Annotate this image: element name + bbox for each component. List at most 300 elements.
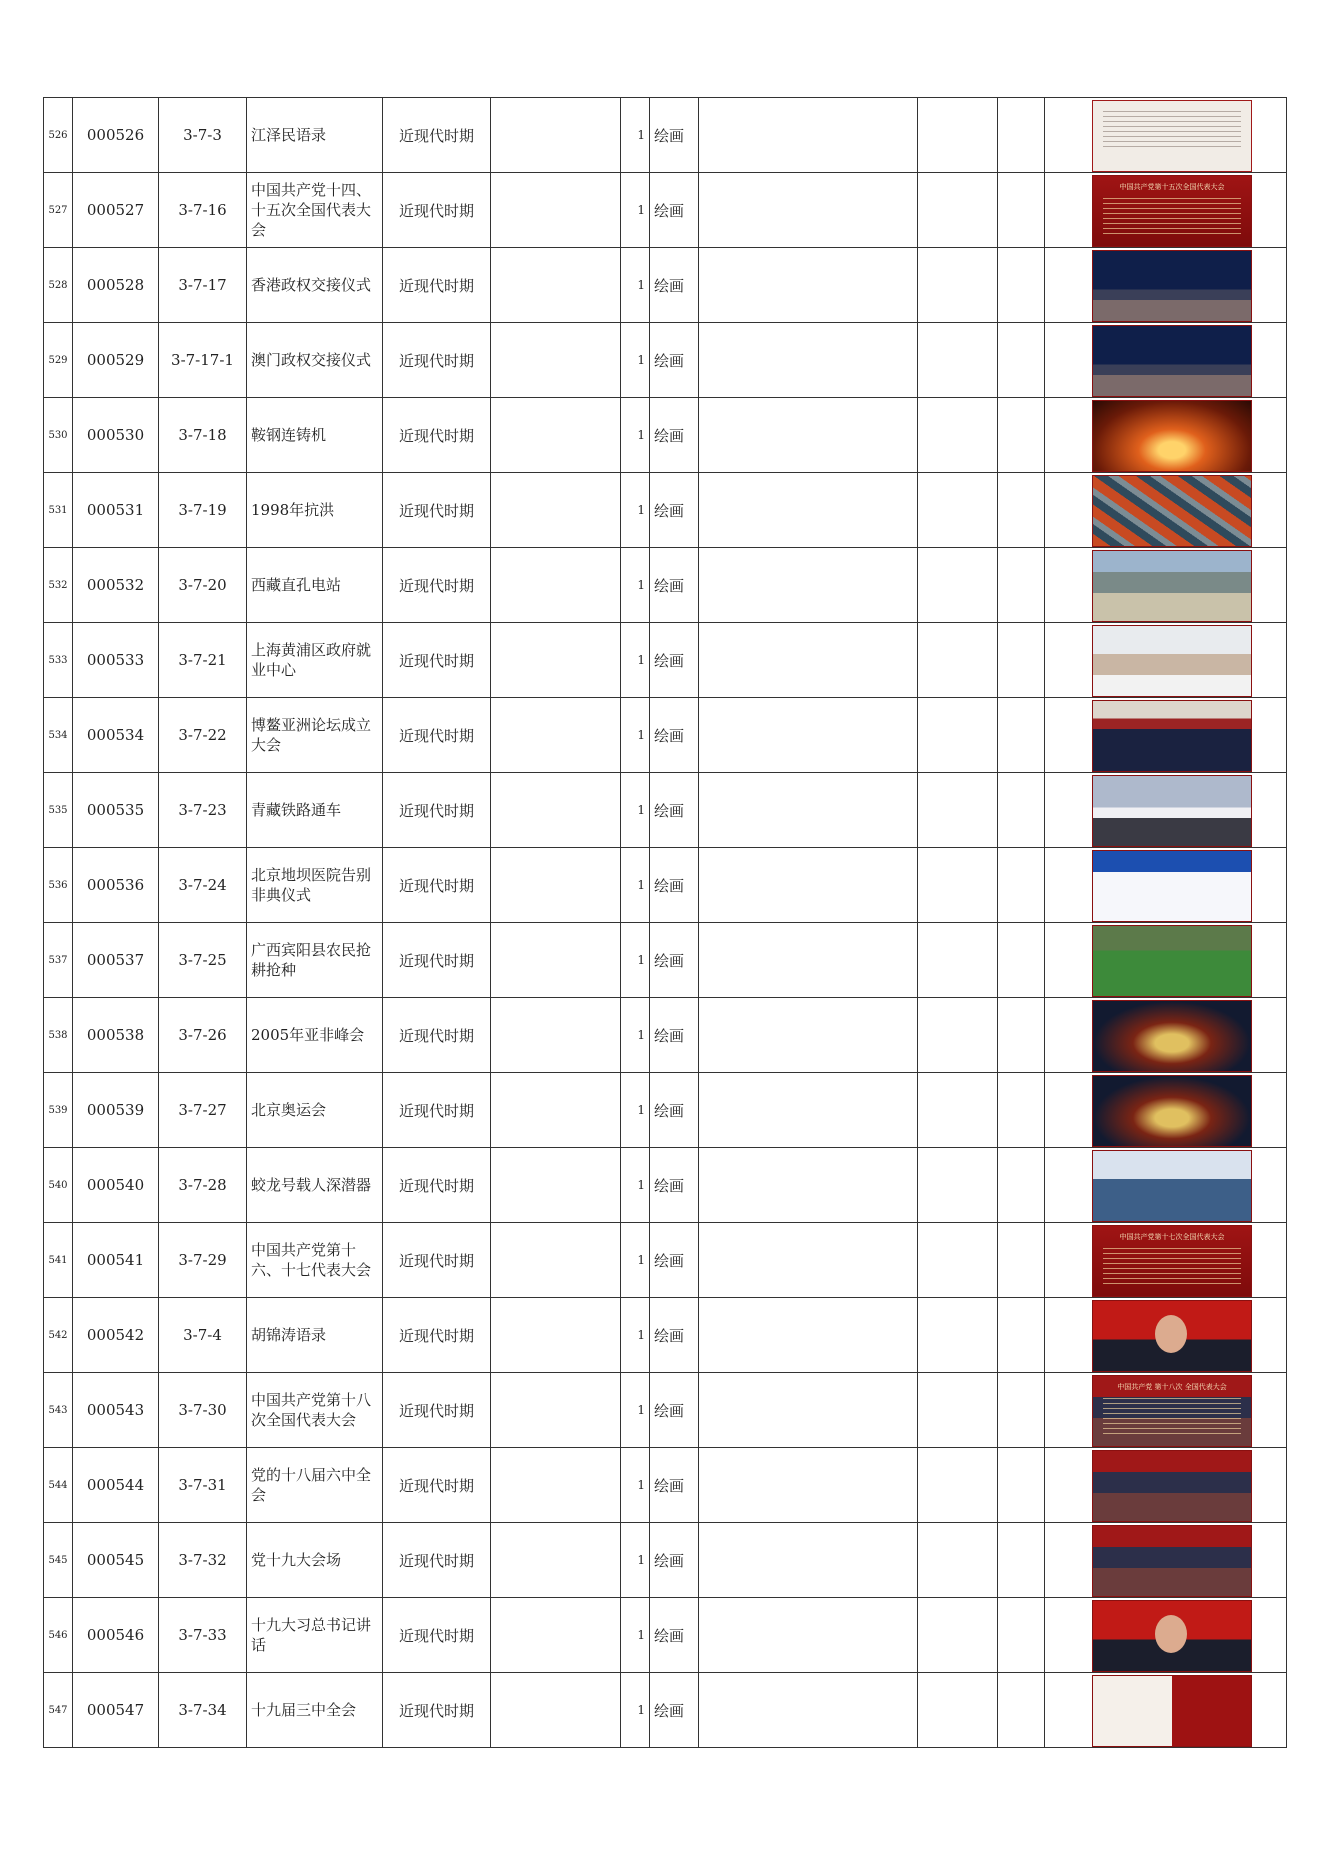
blank-cell (699, 848, 918, 923)
artwork-thumbnail (1092, 1675, 1252, 1747)
blank-cell (998, 1073, 1045, 1148)
row-category: 绘画 (650, 998, 699, 1073)
blank-cell (918, 1223, 998, 1298)
row-code: 3-7-25 (159, 923, 247, 998)
image-cell (1045, 173, 1287, 248)
row-id: 000528 (73, 248, 159, 323)
row-seq: 544 (44, 1448, 73, 1523)
blank-cell (998, 848, 1045, 923)
blank-cell (918, 398, 998, 473)
blank-cell (918, 698, 998, 773)
artwork-thumbnail (1092, 550, 1252, 622)
caption-text-lines (1103, 1248, 1241, 1288)
row-id: 000545 (73, 1523, 159, 1598)
blank-cell (699, 1073, 918, 1148)
blank-cell (491, 1448, 621, 1523)
blank-cell (491, 1673, 621, 1748)
row-code: 3-7-23 (159, 773, 247, 848)
row-name: 党的十八届六中全会 (247, 1448, 383, 1523)
blank-cell (998, 173, 1045, 248)
row-category: 绘画 (650, 173, 699, 248)
row-period: 近现代时期 (383, 1673, 491, 1748)
row-period: 近现代时期 (383, 98, 491, 173)
artwork-thumbnail (1092, 325, 1252, 397)
row-category: 绘画 (650, 548, 699, 623)
blank-cell (998, 248, 1045, 323)
table-row (44, 923, 1287, 998)
row-seq: 543 (44, 1373, 73, 1448)
blank-cell (918, 1298, 998, 1373)
image-cell (1045, 1223, 1287, 1298)
image-cell (1045, 248, 1287, 323)
blank-cell (491, 548, 621, 623)
row-qty: 1 (621, 1448, 650, 1523)
blank-cell (699, 248, 918, 323)
blank-cell (699, 1223, 918, 1298)
blank-cell (998, 1523, 1045, 1598)
thumbnail-caption: 中国共产党第十五次全国代表大会 (1119, 183, 1225, 191)
row-period: 近现代时期 (383, 1298, 491, 1373)
row-seq: 539 (44, 1073, 73, 1148)
row-category: 绘画 (650, 473, 699, 548)
table-row (44, 773, 1287, 848)
blank-cell (998, 698, 1045, 773)
row-id: 000532 (73, 548, 159, 623)
row-name: 北京奥运会 (247, 1073, 383, 1148)
row-id: 000544 (73, 1448, 159, 1523)
blank-cell (699, 323, 918, 398)
row-seq: 526 (44, 98, 73, 173)
blank-cell (491, 398, 621, 473)
caption-text-lines (1103, 1398, 1241, 1438)
row-id: 000542 (73, 1298, 159, 1373)
row-seq: 530 (44, 398, 73, 473)
table-row (44, 848, 1287, 923)
row-id: 000538 (73, 998, 159, 1073)
artwork-thumbnail (1092, 1300, 1252, 1372)
artwork-thumbnail (1092, 1375, 1252, 1447)
blank-cell (699, 998, 918, 1073)
artwork-thumbnail (1092, 1150, 1252, 1222)
blank-cell (491, 323, 621, 398)
row-id: 000537 (73, 923, 159, 998)
blank-cell (998, 923, 1045, 998)
row-qty: 1 (621, 1373, 650, 1448)
row-category: 绘画 (650, 773, 699, 848)
blank-cell (998, 1598, 1045, 1673)
row-period: 近现代时期 (383, 773, 491, 848)
row-id: 000533 (73, 623, 159, 698)
thumbnail-caption: 中国共产党 第十八次 全国代表大会 (1117, 1383, 1227, 1391)
table-row (44, 1223, 1287, 1298)
blank-cell (699, 1598, 918, 1673)
row-code: 3-7-26 (159, 998, 247, 1073)
blank-cell (491, 623, 621, 698)
blank-cell (918, 548, 998, 623)
image-cell (1045, 1373, 1287, 1448)
row-id: 000535 (73, 773, 159, 848)
table-row (44, 998, 1287, 1073)
portrait-face (1155, 1315, 1187, 1353)
row-period: 近现代时期 (383, 548, 491, 623)
row-seq: 529 (44, 323, 73, 398)
artwork-thumbnail (1092, 475, 1252, 547)
table-row (44, 248, 1287, 323)
row-id: 000546 (73, 1598, 159, 1673)
row-qty: 1 (621, 998, 650, 1073)
blank-cell (491, 698, 621, 773)
row-code: 3-7-20 (159, 548, 247, 623)
row-category: 绘画 (650, 848, 699, 923)
blank-cell (998, 1373, 1045, 1448)
table-row (44, 1373, 1287, 1448)
caption-text-lines (1103, 198, 1241, 238)
row-code: 3-7-3 (159, 98, 247, 173)
blank-cell (918, 98, 998, 173)
row-period: 近现代时期 (383, 1148, 491, 1223)
row-name: 江泽民语录 (247, 98, 383, 173)
blank-cell (491, 1298, 621, 1373)
row-qty: 1 (621, 398, 650, 473)
artwork-thumbnail (1092, 1525, 1252, 1597)
artwork-thumbnail (1092, 1000, 1252, 1072)
image-cell (1045, 998, 1287, 1073)
row-code: 3-7-24 (159, 848, 247, 923)
blank-cell (699, 1673, 918, 1748)
row-qty: 1 (621, 773, 650, 848)
row-qty: 1 (621, 1598, 650, 1673)
row-id: 000541 (73, 1223, 159, 1298)
row-category: 绘画 (650, 1598, 699, 1673)
row-code: 3-7-16 (159, 173, 247, 248)
row-id: 000526 (73, 98, 159, 173)
blank-cell (918, 473, 998, 548)
blank-cell (699, 1148, 918, 1223)
blank-cell (918, 1373, 998, 1448)
blank-cell (918, 323, 998, 398)
row-qty: 1 (621, 1073, 650, 1148)
image-cell (1045, 923, 1287, 998)
row-category: 绘画 (650, 623, 699, 698)
image-cell (1045, 773, 1287, 848)
row-period: 近现代时期 (383, 1073, 491, 1148)
row-name: 2005年亚非峰会 (247, 998, 383, 1073)
row-category: 绘画 (650, 98, 699, 173)
table-row (44, 473, 1287, 548)
artwork-thumbnail (1092, 1225, 1252, 1297)
row-category: 绘画 (650, 1148, 699, 1223)
row-qty: 1 (621, 548, 650, 623)
image-cell (1045, 1298, 1287, 1373)
image-cell (1045, 1598, 1287, 1673)
row-period: 近现代时期 (383, 248, 491, 323)
table-row (44, 1523, 1287, 1598)
table-row (44, 1673, 1287, 1748)
blank-cell (491, 473, 621, 548)
blank-cell (699, 398, 918, 473)
row-id: 000543 (73, 1373, 159, 1448)
blank-cell (918, 773, 998, 848)
blank-cell (918, 1673, 998, 1748)
blank-cell (491, 98, 621, 173)
row-seq: 541 (44, 1223, 73, 1298)
artwork-thumbnail (1092, 625, 1252, 697)
blank-cell (998, 98, 1045, 173)
row-id: 000536 (73, 848, 159, 923)
row-id: 000530 (73, 398, 159, 473)
blank-cell (918, 1148, 998, 1223)
row-name: 广西宾阳县农民抢耕抢种 (247, 923, 383, 998)
row-code: 3-7-18 (159, 398, 247, 473)
image-cell (1045, 623, 1287, 698)
artwork-thumbnail (1092, 925, 1252, 997)
image-cell (1045, 1448, 1287, 1523)
row-category: 绘画 (650, 923, 699, 998)
table-row (44, 1148, 1287, 1223)
row-qty: 1 (621, 1298, 650, 1373)
row-category: 绘画 (650, 698, 699, 773)
table-row (44, 548, 1287, 623)
image-cell (1045, 323, 1287, 398)
row-seq: 531 (44, 473, 73, 548)
image-cell (1045, 98, 1287, 173)
thumbnail-caption: 中国共产党第十七次全国代表大会 (1119, 1233, 1225, 1241)
blank-cell (918, 1598, 998, 1673)
row-period: 近现代时期 (383, 323, 491, 398)
row-code: 3-7-28 (159, 1148, 247, 1223)
blank-cell (699, 473, 918, 548)
blank-cell (998, 1448, 1045, 1523)
row-seq: 545 (44, 1523, 73, 1598)
row-period: 近现代时期 (383, 1373, 491, 1448)
row-code: 3-7-27 (159, 1073, 247, 1148)
image-cell (1045, 398, 1287, 473)
row-seq: 534 (44, 698, 73, 773)
row-code: 3-7-22 (159, 698, 247, 773)
artwork-thumbnail (1092, 250, 1252, 322)
row-code: 3-7-17-1 (159, 323, 247, 398)
row-name: 党十九大会场 (247, 1523, 383, 1598)
blank-cell (998, 773, 1045, 848)
row-period: 近现代时期 (383, 998, 491, 1073)
row-code: 3-7-30 (159, 1373, 247, 1448)
row-name: 中国共产党第十八次全国代表大会 (247, 1373, 383, 1448)
blank-cell (699, 1298, 918, 1373)
blank-cell (998, 1223, 1045, 1298)
blank-cell (998, 323, 1045, 398)
row-category: 绘画 (650, 1298, 699, 1373)
row-code: 3-7-33 (159, 1598, 247, 1673)
row-name: 北京地坝医院告别非典仪式 (247, 848, 383, 923)
artwork-thumbnail (1092, 1450, 1252, 1522)
row-name: 鞍钢连铸机 (247, 398, 383, 473)
row-category: 绘画 (650, 1448, 699, 1523)
blank-cell (699, 98, 918, 173)
blank-cell (699, 1373, 918, 1448)
blank-cell (491, 923, 621, 998)
blank-cell (699, 548, 918, 623)
row-name: 十九届三中全会 (247, 1673, 383, 1748)
blank-cell (918, 923, 998, 998)
row-seq: 536 (44, 848, 73, 923)
blank-cell (491, 1073, 621, 1148)
row-period: 近现代时期 (383, 173, 491, 248)
row-seq: 537 (44, 923, 73, 998)
blank-cell (699, 1523, 918, 1598)
table-row (44, 398, 1287, 473)
table-row (44, 1073, 1287, 1148)
image-cell (1045, 1148, 1287, 1223)
blank-cell (491, 1148, 621, 1223)
blank-cell (998, 623, 1045, 698)
row-seq: 533 (44, 623, 73, 698)
blank-cell (491, 998, 621, 1073)
image-cell (1045, 473, 1287, 548)
table-row (44, 98, 1287, 173)
row-qty: 1 (621, 1673, 650, 1748)
blank-cell (918, 1523, 998, 1598)
blank-cell (699, 698, 918, 773)
row-name: 青藏铁路通车 (247, 773, 383, 848)
blank-cell (918, 1448, 998, 1523)
row-qty: 1 (621, 1523, 650, 1598)
row-name: 胡锦涛语录 (247, 1298, 383, 1373)
artwork-thumbnail (1092, 1075, 1252, 1147)
row-period: 近现代时期 (383, 848, 491, 923)
blank-cell (918, 248, 998, 323)
row-name: 中国共产党第十六、十七代表大会 (247, 1223, 383, 1298)
row-qty: 1 (621, 248, 650, 323)
image-cell (1045, 1523, 1287, 1598)
row-qty: 1 (621, 323, 650, 398)
row-qty: 1 (621, 473, 650, 548)
image-cell (1045, 848, 1287, 923)
document-text-lines (1103, 111, 1241, 151)
catalog-table (43, 97, 1287, 1748)
row-qty: 1 (621, 623, 650, 698)
artwork-thumbnail (1092, 775, 1252, 847)
row-category: 绘画 (650, 323, 699, 398)
row-seq: 538 (44, 998, 73, 1073)
row-qty: 1 (621, 698, 650, 773)
row-name: 澳门政权交接仪式 (247, 323, 383, 398)
row-code: 3-7-19 (159, 473, 247, 548)
row-seq: 535 (44, 773, 73, 848)
row-code: 3-7-29 (159, 1223, 247, 1298)
blank-cell (998, 1148, 1045, 1223)
blank-cell (998, 998, 1045, 1073)
artwork-thumbnail (1092, 400, 1252, 472)
row-id: 000527 (73, 173, 159, 248)
image-cell (1045, 1073, 1287, 1148)
blank-cell (699, 773, 918, 848)
blank-cell (491, 1373, 621, 1448)
row-code: 3-7-32 (159, 1523, 247, 1598)
artwork-thumbnail (1092, 700, 1252, 772)
table-row (44, 323, 1287, 398)
artwork-thumbnail (1092, 1600, 1252, 1672)
blank-cell (699, 1448, 918, 1523)
row-category: 绘画 (650, 398, 699, 473)
blank-cell (491, 773, 621, 848)
row-id: 000534 (73, 698, 159, 773)
table-row (44, 1448, 1287, 1523)
blank-cell (491, 1223, 621, 1298)
artwork-thumbnail (1092, 175, 1252, 247)
table-row (44, 623, 1287, 698)
blank-cell (491, 173, 621, 248)
row-period: 近现代时期 (383, 698, 491, 773)
row-qty: 1 (621, 173, 650, 248)
row-name: 中国共产党十四、十五次全国代表大会 (247, 173, 383, 248)
row-category: 绘画 (650, 1373, 699, 1448)
row-name: 香港政权交接仪式 (247, 248, 383, 323)
blank-cell (998, 1298, 1045, 1373)
blank-cell (918, 998, 998, 1073)
row-id: 000539 (73, 1073, 159, 1148)
row-category: 绘画 (650, 1523, 699, 1598)
artwork-thumbnail (1092, 100, 1252, 172)
blank-cell (918, 848, 998, 923)
row-period: 近现代时期 (383, 1223, 491, 1298)
row-category: 绘画 (650, 248, 699, 323)
row-seq: 546 (44, 1598, 73, 1673)
row-seq: 527 (44, 173, 73, 248)
row-name: 西藏直孔电站 (247, 548, 383, 623)
row-code: 3-7-31 (159, 1448, 247, 1523)
row-qty: 1 (621, 98, 650, 173)
table-row (44, 173, 1287, 248)
blank-cell (491, 1523, 621, 1598)
blank-cell (699, 173, 918, 248)
blank-cell (491, 248, 621, 323)
row-code: 3-7-34 (159, 1673, 247, 1748)
blank-cell (918, 1073, 998, 1148)
row-qty: 1 (621, 923, 650, 998)
blank-cell (998, 398, 1045, 473)
row-period: 近现代时期 (383, 473, 491, 548)
blank-cell (998, 548, 1045, 623)
row-name: 十九大习总书记讲话 (247, 1598, 383, 1673)
row-qty: 1 (621, 1148, 650, 1223)
image-cell (1045, 698, 1287, 773)
row-code: 3-7-17 (159, 248, 247, 323)
blank-cell (918, 173, 998, 248)
row-category: 绘画 (650, 1673, 699, 1748)
row-name: 蛟龙号载人深潜器 (247, 1148, 383, 1223)
row-qty: 1 (621, 848, 650, 923)
row-code: 3-7-4 (159, 1298, 247, 1373)
artwork-thumbnail (1092, 850, 1252, 922)
row-qty: 1 (621, 1223, 650, 1298)
row-name: 博鳌亚洲论坛成立大会 (247, 698, 383, 773)
blank-cell (998, 473, 1045, 548)
row-seq: 542 (44, 1298, 73, 1373)
blank-cell (918, 623, 998, 698)
row-category: 绘画 (650, 1223, 699, 1298)
blank-cell (699, 623, 918, 698)
row-id: 000529 (73, 323, 159, 398)
blank-cell (998, 1673, 1045, 1748)
table-row (44, 1598, 1287, 1673)
blank-cell (699, 923, 918, 998)
image-cell (1045, 1673, 1287, 1748)
row-name: 1998年抗洪 (247, 473, 383, 548)
row-category: 绘画 (650, 1073, 699, 1148)
blank-cell (491, 1598, 621, 1673)
row-period: 近现代时期 (383, 398, 491, 473)
row-period: 近现代时期 (383, 1523, 491, 1598)
